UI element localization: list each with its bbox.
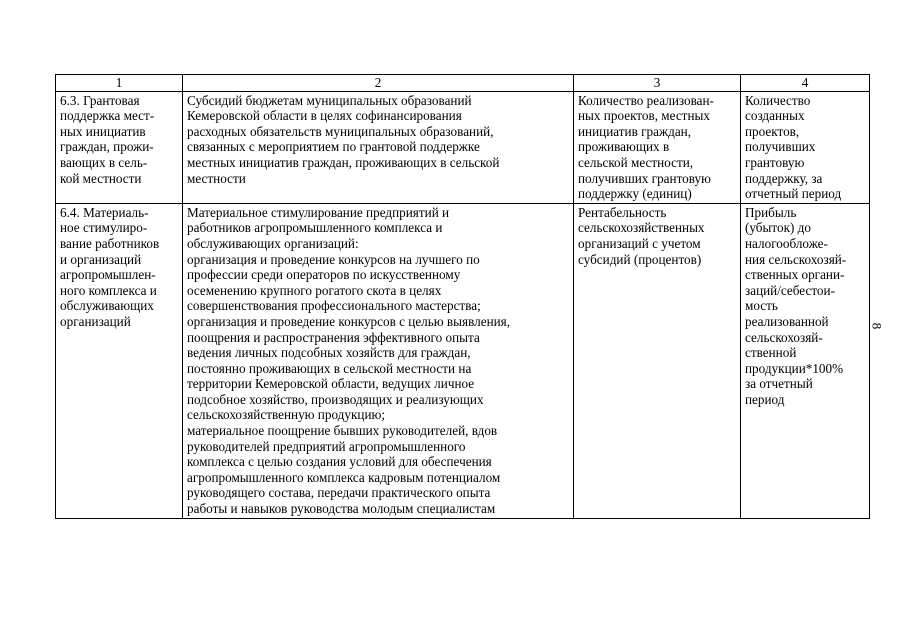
cell-text-line: организация и проведение конкурсов на лучшего по <box>187 251 480 267</box>
page-number: 8 <box>869 322 885 330</box>
table-cell-col3 <box>574 91 741 203</box>
cell-text-line: руководящего состава, передачи практического опыта <box>187 485 491 501</box>
cell-text-line: мость <box>745 298 778 314</box>
cell-text-line: (убыток) до <box>745 220 811 236</box>
cell-text-line: поддержку (единиц) <box>578 186 692 202</box>
cell-text-line: руководителей предприятий агропромышленного <box>187 438 466 454</box>
cell-text-line: налогообложе- <box>745 235 828 251</box>
table-row <box>56 91 870 203</box>
table-row <box>56 203 870 518</box>
cell-text-line: поддержка мест- <box>60 108 155 124</box>
table-cell-col2 <box>183 91 574 203</box>
cell-text-line: сельской местности, <box>578 154 694 170</box>
cell-text-line: Рентабельность <box>578 204 667 220</box>
program-table <box>55 74 870 519</box>
cell-text-line: совершенствования профессионального мастерства; <box>187 298 481 314</box>
cell-text-line: ственных органи- <box>745 267 845 283</box>
header-row <box>56 75 870 92</box>
cell-text-line: и организаций <box>60 251 142 267</box>
cell-text-line: Количество <box>745 92 811 108</box>
cell-text-line: созданных <box>745 108 805 124</box>
cell-text-line: продукции*100% <box>745 360 844 376</box>
cell-text-line: подсобное хозяйство, производящих и реализующих <box>187 391 484 407</box>
cell-text-line: вающих в сель- <box>60 154 148 170</box>
cell-text-line: организаций с учетом <box>578 235 701 251</box>
cell-text-line: субсидий (процентов) <box>578 251 702 267</box>
cell-text-line: проектов, <box>745 123 800 139</box>
cell-text-line: связанных с мероприятием по грантовой поддержке <box>187 139 480 155</box>
cell-text-line: материальное поощрение бывших руководителей, вдов <box>187 423 498 439</box>
cell-text-line: Кемеровской области в целях софинансирования <box>187 108 462 124</box>
cell-text-line: поддержку, за <box>745 170 823 186</box>
cell-text-line: реализованной <box>745 313 829 329</box>
table-cell-col4 <box>741 91 870 203</box>
header-col-4: 4 <box>741 75 870 92</box>
cell-text-line: организаций <box>60 313 131 329</box>
cell-text-line: работников агропромышленного комплекса и <box>187 220 443 236</box>
cell-text-line: ное стимулиро- <box>60 220 148 236</box>
cell-text-line: расходных обязательств муниципальных образований, <box>187 123 494 139</box>
cell-text-line: ных проектов, местных <box>578 108 710 124</box>
cell-text-line: осеменению крупного рогатого скота в целях <box>187 282 442 298</box>
header-col-2: 2 <box>183 75 574 92</box>
cell-text-line: ного комплекса и <box>60 282 157 298</box>
cell-text-line: Субсидий бюджетам муниципальных образований <box>187 92 472 108</box>
cell-text-line: граждан, прожи- <box>60 139 154 155</box>
table-cell-col4 <box>741 203 870 518</box>
cell-text-line: постоянно проживающих в сельской местности на <box>187 360 472 376</box>
table-cell-col1 <box>56 91 183 203</box>
cell-text-line: комплекса с целью создания условий для обеспечения <box>187 454 492 470</box>
header-col-3: 3 <box>574 75 741 92</box>
table-cell-col2 <box>183 203 574 518</box>
table-cell-col3 <box>574 203 741 518</box>
cell-text-line: агропромышлен- <box>60 267 156 283</box>
cell-text-line: ния сельскохозяй- <box>745 251 847 267</box>
cell-text-line: территории Кемеровской области, ведущих личное <box>187 376 475 392</box>
cell-text-line: сельскохозяйственных <box>578 220 705 236</box>
cell-text-line: кой местности <box>60 170 142 186</box>
header-col-1: 1 <box>56 75 183 92</box>
cell-text-line: местности <box>187 170 246 186</box>
cell-text-line: сельскохозяй- <box>745 329 823 345</box>
cell-text-line: отчетный период <box>745 186 842 202</box>
cell-text-line: Количество реализован- <box>578 92 714 108</box>
cell-text-line: Прибыль <box>745 204 797 220</box>
cell-text-line: организация и проведение конкурсов с целью выявления, <box>187 313 511 329</box>
cell-text-line: грантовую <box>745 154 805 170</box>
cell-text-line: заций/себестои- <box>745 282 835 298</box>
cell-text-line: инициатив граждан, <box>578 123 692 139</box>
cell-text-line: за отчетный <box>745 376 813 392</box>
cell-text-line: получивших <box>745 139 816 155</box>
cell-text-line: 6.4. Материаль- <box>60 204 149 220</box>
cell-text-line: 6.3. Грантовая <box>60 92 140 108</box>
cell-text-line: поощрения и распространения эффективного опыта <box>187 329 480 345</box>
cell-text-line: местных инициатив граждан, проживающих в сельской <box>187 154 500 170</box>
cell-text-line: профессии среди операторов по искусственному <box>187 267 461 283</box>
cell-text-line: обслуживающих организаций: <box>187 235 359 251</box>
cell-text-line: сельскохозяйственную продукцию; <box>187 407 386 423</box>
cell-text-line: ведения личных подсобных хозяйств для граждан, <box>187 345 471 361</box>
table-cell-col1 <box>56 203 183 518</box>
cell-text-line: проживающих в <box>578 139 670 155</box>
cell-text-line: Материальное стимулирование предприятий и <box>187 204 450 220</box>
cell-text-line: получивших грантовую <box>578 170 711 186</box>
cell-text-line: работы и навыков руководства молодым специалистам <box>187 501 496 517</box>
cell-text-line: ственной <box>745 345 797 361</box>
cell-text-line: обслуживающих <box>60 298 154 314</box>
cell-text-line: вание работников <box>60 235 160 251</box>
cell-text-line: агропромышленного комплекса кадровым потенциалом <box>187 469 501 485</box>
cell-text-line: ных инициатив <box>60 123 146 139</box>
cell-text-line: период <box>745 391 785 407</box>
